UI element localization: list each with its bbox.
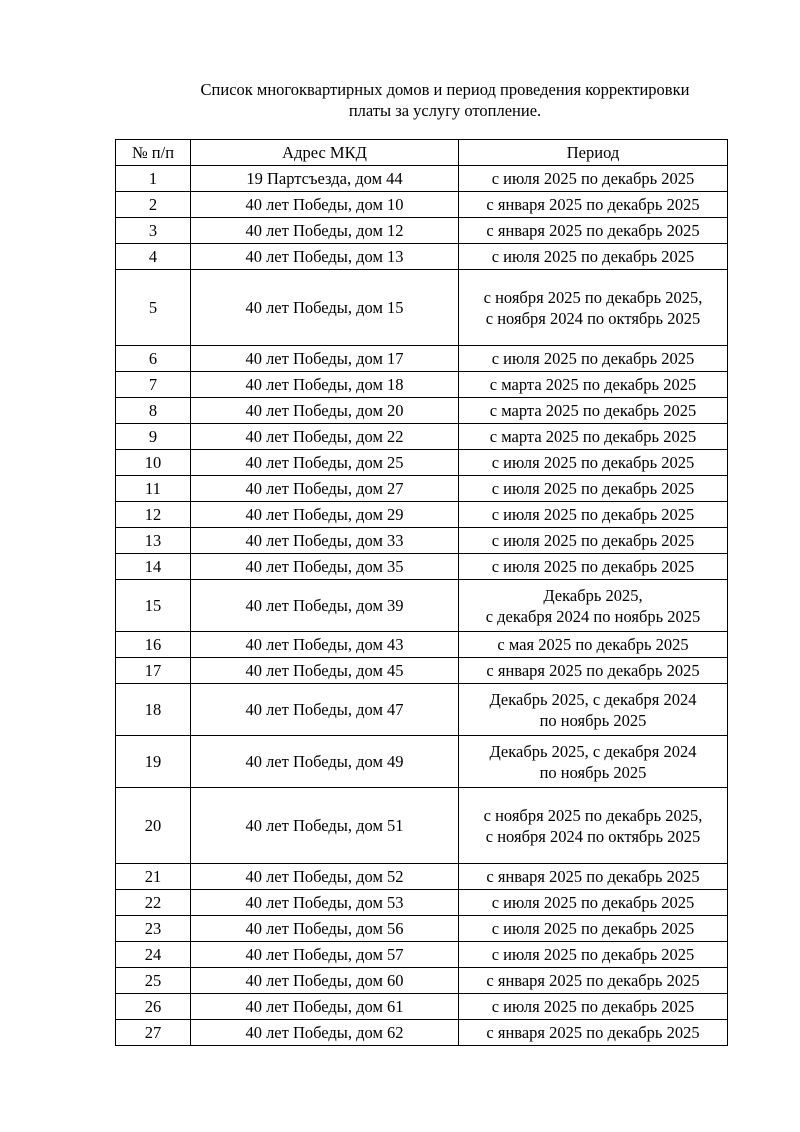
cell-num: 24 [116,942,191,968]
cell-num: 9 [116,424,191,450]
period-line: с ноября 2025 по декабрь 2025, [483,805,703,825]
cell-address: 40 лет Победы, дом 13 [191,244,459,270]
period-line: с июля 2025 по декабрь 2025 [491,945,695,964]
table-row [116,632,728,658]
table-row [116,942,728,968]
header-period: Период [459,140,728,166]
period-line: с июля 2025 по декабрь 2025 [491,919,695,938]
cell-period [459,346,728,372]
cell-address: 40 лет Победы, дом 35 [191,554,459,580]
period-line: с января 2025 по декабрь 2025 [486,221,700,240]
cell-num: 2 [116,192,191,218]
cell-period [459,270,728,346]
cell-period [459,916,728,942]
cell-address: 40 лет Победы, дом 53 [191,890,459,916]
period-line: с июля 2025 по декабрь 2025 [491,997,695,1016]
cell-period [459,968,728,994]
table-row [116,398,728,424]
table-row [116,244,728,270]
period-line: с июля 2025 по декабрь 2025 [491,531,695,550]
cell-num: 6 [116,346,191,372]
period-line: Декабрь 2025, с декабря 2024 [489,741,697,761]
cell-num: 16 [116,632,191,658]
period-line: с июля 2025 по декабрь 2025 [491,557,695,576]
header-num: № п/п [116,140,191,166]
table-row [116,166,728,192]
cell-num: 26 [116,994,191,1020]
period-line: с марта 2025 по декабрь 2025 [489,401,697,420]
cell-num: 18 [116,684,191,736]
table-row [116,450,728,476]
cell-address: 40 лет Победы, дом 45 [191,658,459,684]
cell-address: 19 Партсъезда, дом 44 [191,166,459,192]
cell-num: 1 [116,166,191,192]
title-line-2: платы за услугу отопление. [348,101,542,120]
cell-address: 40 лет Победы, дом 25 [191,450,459,476]
table-row [116,192,728,218]
cell-num: 27 [116,1020,191,1046]
period-line: с ноября 2024 по октябрь 2025 [485,308,701,328]
cell-address: 40 лет Победы, дом 52 [191,864,459,890]
cell-address: 40 лет Победы, дом 60 [191,968,459,994]
table-body [116,166,728,1046]
cell-period [459,632,728,658]
cell-period [459,450,728,476]
period-line: по ноябрь 2025 [539,710,647,730]
table-row [116,658,728,684]
cell-address: 40 лет Победы, дом 61 [191,994,459,1020]
table-row [116,890,728,916]
period-line: с марта 2025 по декабрь 2025 [489,375,697,394]
cell-num: 4 [116,244,191,270]
period-line: с марта 2025 по декабрь 2025 [489,427,697,446]
period-line: Декабрь 2025, [543,585,643,605]
period-line: с июля 2025 по декабрь 2025 [491,169,695,188]
period-line: с ноября 2025 по декабрь 2025, [483,287,703,307]
cell-num: 10 [116,450,191,476]
cell-period [459,684,728,736]
cell-address: 40 лет Победы, дом 27 [191,476,459,502]
cell-period [459,554,728,580]
table-row [116,502,728,528]
cell-num: 25 [116,968,191,994]
cell-address: 40 лет Победы, дом 18 [191,372,459,398]
cell-period [459,788,728,864]
title-line-1: Список многоквартирных домов и период проведения корректировки [200,80,690,99]
cell-num: 3 [116,218,191,244]
cell-num: 21 [116,864,191,890]
table-row [116,528,728,554]
period-line: с января 2025 по декабрь 2025 [486,195,700,214]
cell-period [459,1020,728,1046]
cell-num: 15 [116,580,191,632]
cell-address: 40 лет Победы, дом 12 [191,218,459,244]
period-line: с июля 2025 по декабрь 2025 [491,893,695,912]
cell-address: 40 лет Победы, дом 10 [191,192,459,218]
cell-num: 11 [116,476,191,502]
cell-address: 40 лет Победы, дом 43 [191,632,459,658]
cell-address: 40 лет Победы, дом 39 [191,580,459,632]
cell-num: 17 [116,658,191,684]
table-row [116,1020,728,1046]
cell-address: 40 лет Победы, дом 49 [191,736,459,788]
period-line: с января 2025 по декабрь 2025 [486,971,700,990]
cell-period [459,398,728,424]
cell-address: 40 лет Победы, дом 17 [191,346,459,372]
table-row [116,372,728,398]
table-row [116,916,728,942]
header-address: Адрес МКД [191,140,459,166]
cell-address: 40 лет Победы, дом 56 [191,916,459,942]
period-line: по ноябрь 2025 [539,762,647,782]
cell-period [459,424,728,450]
cell-period [459,372,728,398]
table-header-row [116,140,728,166]
table-row [116,476,728,502]
cell-address: 40 лет Победы, дом 51 [191,788,459,864]
table-row [116,736,728,788]
cell-period [459,192,728,218]
cell-address: 40 лет Победы, дом 29 [191,502,459,528]
cell-period [459,658,728,684]
cell-address: 40 лет Победы, дом 22 [191,424,459,450]
cell-num: 13 [116,528,191,554]
cell-period [459,244,728,270]
cell-period [459,580,728,632]
cell-num: 19 [116,736,191,788]
cell-num: 14 [116,554,191,580]
table-row [116,864,728,890]
table-row [116,346,728,372]
cell-address: 40 лет Победы, дом 15 [191,270,459,346]
cell-period [459,218,728,244]
cell-period [459,942,728,968]
cell-period [459,994,728,1020]
period-line: с ноября 2024 по октябрь 2025 [485,826,701,846]
cell-num: 8 [116,398,191,424]
period-line: с января 2025 по декабрь 2025 [486,867,700,886]
cell-period [459,890,728,916]
buildings-table [115,139,728,1046]
cell-address: 40 лет Победы, дом 20 [191,398,459,424]
cell-period [459,502,728,528]
cell-num: 7 [116,372,191,398]
cell-num: 5 [116,270,191,346]
period-line: Декабрь 2025, с декабря 2024 [489,689,697,709]
period-line: с января 2025 по декабрь 2025 [486,1023,700,1042]
cell-address: 40 лет Победы, дом 62 [191,1020,459,1046]
document-title [150,79,740,121]
period-line: с июля 2025 по декабрь 2025 [491,479,695,498]
table-row [116,554,728,580]
table-row [116,218,728,244]
table-row [116,994,728,1020]
cell-period [459,476,728,502]
table-row [116,424,728,450]
cell-num: 20 [116,788,191,864]
cell-num: 22 [116,890,191,916]
cell-period [459,864,728,890]
cell-num: 12 [116,502,191,528]
period-line: с июля 2025 по декабрь 2025 [491,349,695,368]
period-line: с декабря 2024 по ноябрь 2025 [485,606,701,626]
period-line: с июля 2025 по декабрь 2025 [491,247,695,266]
cell-period [459,528,728,554]
period-line: с июля 2025 по декабрь 2025 [491,505,695,524]
table-row [116,684,728,736]
table-row [116,788,728,864]
cell-address: 40 лет Победы, дом 33 [191,528,459,554]
period-line: с января 2025 по декабрь 2025 [486,661,700,680]
cell-address: 40 лет Победы, дом 47 [191,684,459,736]
cell-period [459,736,728,788]
cell-num: 23 [116,916,191,942]
cell-address: 40 лет Победы, дом 57 [191,942,459,968]
period-line: с мая 2025 по декабрь 2025 [497,635,689,654]
table-row [116,580,728,632]
table-row [116,270,728,346]
table-row [116,968,728,994]
cell-period [459,166,728,192]
period-line: с июля 2025 по декабрь 2025 [491,453,695,472]
